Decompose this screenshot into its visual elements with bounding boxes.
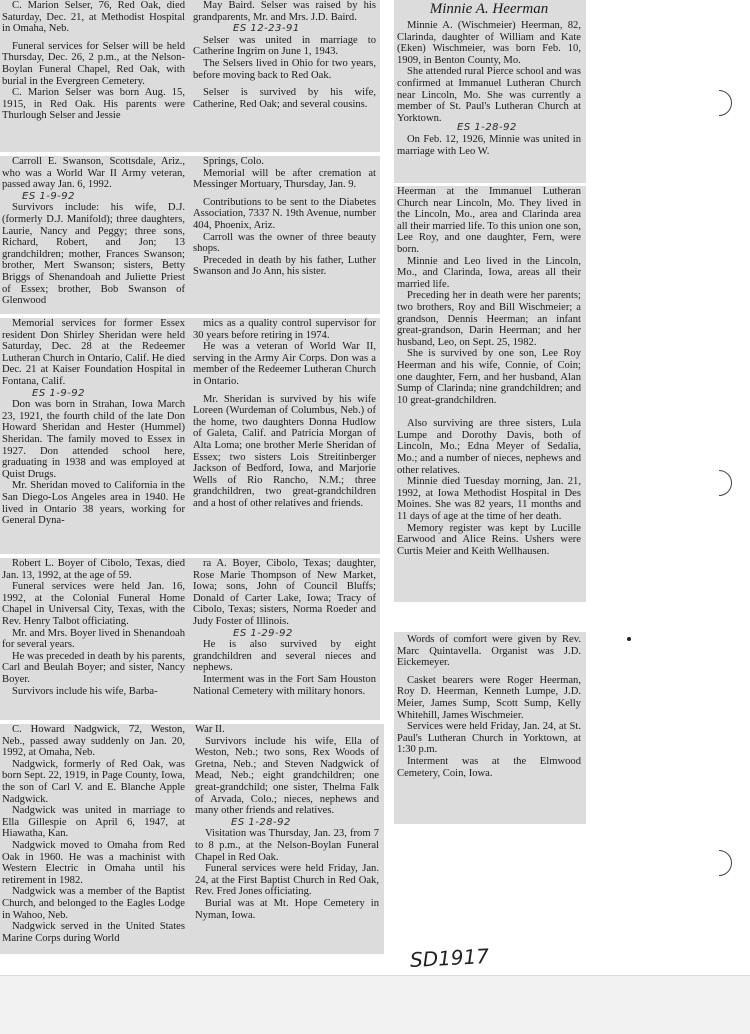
nadgwick-para: Nadgwick, formerly of Red Oak, was born Sept. 22, 1919, in Page County, Iowa, the son of Carl V. and E. Blanche Apple Nadgwick. bbox=[2, 758, 185, 805]
selser-col-1 bbox=[2, 0, 185, 152]
swanson-para: Survivors include: his wife, D.J. (formerly D.J. Manifold); three daughters, Laurie, Nancy and Peggy; three sons, Richard, Robert, and Jon; 13 grandchildren; mother, Frances Swanson; brother, Mert Swanson; sisters, Betty Briggs of Shenandoah and Juliette Priest of Essex; brother, Bob Swanson of Glenwood bbox=[2, 202, 185, 307]
nadgwick-para: Nadgwick served in the United States Marine Corps during World bbox=[2, 921, 185, 944]
heerman-title: Minnie A. Heerman bbox=[429, 1, 549, 17]
nadgwick-col-2 bbox=[195, 724, 379, 954]
selser-para: Selser was united in marriage to Catherine Ingrim on June 1, 1943. bbox=[193, 34, 376, 58]
clipping-heerman-bottom bbox=[394, 632, 586, 824]
selser-para: Selser is survived by his wife, Catherine, Red Oak; and several cousins. bbox=[193, 87, 376, 110]
selser-para: C. Marion Selser, 76, Red Oak, died Saturday, Dec. 21, at Methodist Hospital in Omaha, Neb. bbox=[2, 0, 185, 35]
heerman-date-note: ES 1-28-92 bbox=[457, 122, 517, 134]
binder-hole bbox=[706, 90, 732, 116]
sheridan-para: Don was born in Strahan, Iowa March 23, 1921, the fourth child of the late Don Howard Sheridan and Hester (Hummel) Sheridan. The family moved to Essex in 1927. Don attended school here, graduating in 1938 and was employed at Quist Drugs. bbox=[2, 399, 185, 480]
heerman-para: Preceding her in death were her parents; two brothers, Roy and Bill Wischmeier; a grandson, Dennis Heerman; an infant great-grandson, Darin Heerman; and her husband, Leo, on Sept. 25, 1982. bbox=[397, 290, 581, 348]
heerman-para: Minnie A. (Wischmeier) Heerman, 82, Clarinda, daughter of William and Kate (Eken) Wischmeier, was born Feb. 10, 1909, in Benton County, Mo. bbox=[397, 20, 581, 66]
speck bbox=[627, 637, 631, 641]
swanson-para: Memorial will be after cremation at Messinger Mortuary, Thursday, Jan. 9. bbox=[193, 167, 376, 191]
heerman-para: Heerman at the Immanuel Lutheran Church near Lincoln, Mo. They lived in the Lincoln, Mo., area and Clarinda area all their married life. To this union one son, Lee Roy, and one daughter, Fern, were born. bbox=[397, 186, 581, 255]
sheridan-date-note: ES 1-9-92 bbox=[32, 387, 86, 399]
selser-para: Funeral services for Selser will be held Thursday, Dec. 26, 2 p.m., at the Nelson-Boylan Funeral Chapel, Red Oak, with burial in the Evergreen Cemetery. bbox=[2, 40, 185, 87]
nadgwick-para: Burial was at Mt. Hope Cemetery in Nyman, Iowa. bbox=[195, 897, 379, 921]
heerman-col-middle bbox=[397, 186, 581, 602]
binder-hole bbox=[706, 850, 732, 876]
boyer-para: He is also survived by eight grandchildren and several nieces and nephews. bbox=[193, 639, 376, 674]
nadgwick-date-note: ES 1-28-92 bbox=[231, 816, 291, 828]
boyer-para: Survivors include his wife, Barba- bbox=[12, 685, 158, 697]
clipping-boyer bbox=[0, 558, 380, 720]
clipping-heerman bbox=[394, 0, 586, 183]
clipping-selser bbox=[0, 0, 380, 152]
heerman-para: She is survived by one son, Lee Roy Heerman and his wife, Connie, of Coin; one daughter, Fern, and her husband, Alan Sump of Clarinda; nine grandchildren; and 10 great-grandchildren. bbox=[397, 348, 581, 406]
selser-para: The Selsers lived in Ohio for two years, before moving back to Red Oak. bbox=[193, 57, 376, 81]
swanson-para: Springs, Colo. bbox=[203, 156, 264, 167]
clipping-heerman-middle bbox=[394, 186, 586, 602]
heerman-para: Words of comfort were given by Rev. Marc Quintavella. Organist was J.D. Eickemeyer. bbox=[397, 634, 581, 669]
heerman-para: Casket bearers were Roger Heerman, Roy D. Heerman, Kenneth Lumpe, J.D. Meier, James Sump, Scott Sump, Kelly Whitehill, James Wischmeier. bbox=[397, 674, 581, 721]
heerman-para: She attended rural Pierce school and was confirmed at Immanuel Lutheran Church near Lincoln, Mo. She was currently a member of St. Paul's Lutheran Church at Yorktown. bbox=[397, 66, 581, 124]
nadgwick-para: Visitation was Thursday, Jan. 23, from 7 to 8 p.m., at the Nelson-Boylan Funeral Chapel in Red Oak. bbox=[195, 828, 379, 863]
sheridan-col-1 bbox=[2, 318, 185, 554]
selser-date-note: ES 12-23-91 bbox=[233, 23, 300, 35]
swanson-para: Contributions to be sent to the Diabetes Association, 7337 N. 19th Avenue, number 404, Phoenix, Ariz. bbox=[193, 196, 376, 231]
selser-col-2 bbox=[193, 0, 376, 152]
swanson-col-1 bbox=[2, 156, 185, 314]
nadgwick-para: Nadgwick moved to Omaha from Red Oak in 1960. He was a machinist with Western Electric in Omaha until his retirement in 1982. bbox=[2, 839, 185, 886]
heerman-para: Services were held Friday, Jan. 24, at St. Paul's Lutheran Church in Yorktown, at 1:30 p.m. bbox=[397, 721, 581, 756]
boyer-para: Mr. and Mrs. Boyer lived in Shenandoah for several years. bbox=[2, 627, 185, 651]
sheridan-col-2 bbox=[193, 318, 376, 554]
swanson-col-2 bbox=[193, 156, 376, 314]
nadgwick-para: War II. bbox=[195, 724, 225, 735]
selser-para: May Baird. Selser was raised by his grandparents, Mr. and Mrs. J.D. Baird. bbox=[193, 0, 376, 23]
heerman-para: Interment was at the Elmwood Cemetery, Coin, Iowa. bbox=[397, 755, 581, 779]
sheridan-para: mics as a quality control supervisor for 30 years before retiring in 1974. bbox=[193, 318, 376, 341]
heerman-para: Minnie and Leo lived in the Lincoln, Mo., and Clarinda, Iowa, areas all their married life. bbox=[397, 255, 581, 290]
boyer-date-note: ES 1-29-92 bbox=[233, 627, 293, 639]
boyer-para: He was preceded in death by his parents, Carl and Beulah Boyer; and sister, Nancy Boyer. bbox=[2, 650, 185, 685]
nadgwick-col-1 bbox=[2, 724, 185, 954]
sheridan-para: Memorial services for former Essex resident Don Shirley Sheridan were held Saturday, Dec. 28 at the Redeemer Lutheran Church in Ontario, Calif. He died Dec. 21 at Kaiser Foundation Hospital in Fontana, Calif. bbox=[2, 318, 185, 387]
nadgwick-para: C. Howard Nadgwick, 72, Weston, Neb., passed away suddenly on Jan. 20, 1992, at Omaha, Neb. bbox=[2, 724, 185, 759]
boyer-para: Robert L. Boyer of Cibolo, Texas, died Jan. 13, 1992, at the age of 59. bbox=[2, 558, 185, 581]
heerman-para: On Feb. 12, 1926, Minnie was united in marriage with Leo W. bbox=[397, 133, 581, 157]
heerman-para: Also surviving are three sisters, Lula Lumpe and Dorothy Davis, both of Lincoln, Mo.; Edna Meyer of Sedalia, Mo.; and a number of nieces, nephews and other relatives. bbox=[397, 418, 581, 476]
heerman-para: Minnie died Tuesday morning, Jan. 21, 1992, at Iowa Methodist Hospital in Des Moines. She was 82 years, 11 months and 11 days of age at the time of her death. bbox=[397, 476, 581, 523]
selser-para: C. Marion Selser was born Aug. 15, 1915, in Red Oak. His parents were Thurlough Selser and Jessie bbox=[2, 87, 185, 122]
nadgwick-para: Nadgwick was a member of the Baptist Church, and belonged to the Eagles Lodge in Wahoo, Neb. bbox=[2, 886, 185, 921]
clipping-swanson bbox=[0, 156, 380, 314]
binder-hole bbox=[706, 470, 732, 496]
clipping-nadgwick bbox=[0, 724, 384, 954]
sheridan-para: Mr. Sheridan is survived by his wife Loreen (Wurdeman of Columbus, Neb.) of the home, two daughters Donna Hudlow of Galeta, Calif. and Patricia Morgan of Alta Loma; one brother Merle Sheridan of Essex; two sisters Lois Streitinberger Jackson of Bedford, Iowa, and Marjorie Wells of Rio Rancho, N.M.; three grandchildren, two great-grandchildren and a host of other relatives and friends. bbox=[193, 393, 376, 509]
sheridan-para: He was a veteran of World War II, serving in the Army Air Corps. Don was a member of the Redeemer Lutheran Church in Ontario. bbox=[193, 341, 376, 387]
boyer-col-1 bbox=[2, 558, 185, 720]
heerman-col-top bbox=[397, 0, 581, 183]
swanson-date-note: ES 1-9-92 bbox=[22, 190, 76, 202]
swanson-para: Carroll was the owner of three beauty shops. bbox=[193, 231, 376, 255]
boyer-para: Funeral services were held Jan. 16, 1992, at the Colonial Funeral Home Chapel in Universal City, Texas, with the Rev. Henry Talbot officiating. bbox=[2, 581, 185, 627]
nadgwick-para: Survivors include his wife, Ella of Weston, Neb.; two sons, Rex Woods of Gretna, Neb.; and Steven Nadgwick of Mead, Neb.; eight grandchildren; one great-grandchild; one sister, Thelma Falk of Arvada, Colo.; nieces, nephews and many other friends and relatives. bbox=[195, 735, 379, 817]
page-reference-number: SD1917 bbox=[409, 943, 490, 973]
page-bottom-edge bbox=[0, 975, 750, 1034]
nadgwick-para: Funeral services were held Friday, Jan. 24, at the First Baptist Church in Red Oak, Rev. Fred Jones officiating. bbox=[195, 863, 379, 898]
nadgwick-para: Nadgwick was united in marriage to Ella Gillespie on April 6, 1947, at Hiawatha, Kan. bbox=[2, 805, 185, 840]
sheridan-para: Mr. Sheridan moved to California in the San Diego-Los Angeles area in 1940. He lived in Ontario 38 years, working for General Dyna- bbox=[2, 480, 185, 527]
swanson-para: Preceded in death by his father, Luther Swanson and Jo Ann, his sister. bbox=[193, 254, 376, 278]
boyer-col-2 bbox=[193, 558, 376, 720]
swanson-para: Carroll E. Swanson, Scottsdale, Ariz., who was a World War II Army veteran, passed away Jan. 6, 1992. bbox=[2, 156, 185, 191]
clipping-sheridan bbox=[0, 318, 380, 554]
heerman-para: Memory register was kept by Lucille Earwood and Alice Reins. Ushers were Curtis Meier and Keith Wellhausen. bbox=[397, 522, 581, 557]
heerman-col-bottom bbox=[397, 634, 581, 824]
boyer-para: Interment was in the Fort Sam Houston National Cemetery with military honors. bbox=[193, 673, 376, 697]
boyer-para: ra A. Boyer, Cibolo, Texas; daughter, Rose Marie Thompson of New Market, Iowa; sons, John of Council Bluffs; Donald of Carter Lake, Iowa; Tracy of Cibolo, Texas; sisters, Norma Roeder and Judy Foster of Illinois. bbox=[193, 558, 376, 627]
